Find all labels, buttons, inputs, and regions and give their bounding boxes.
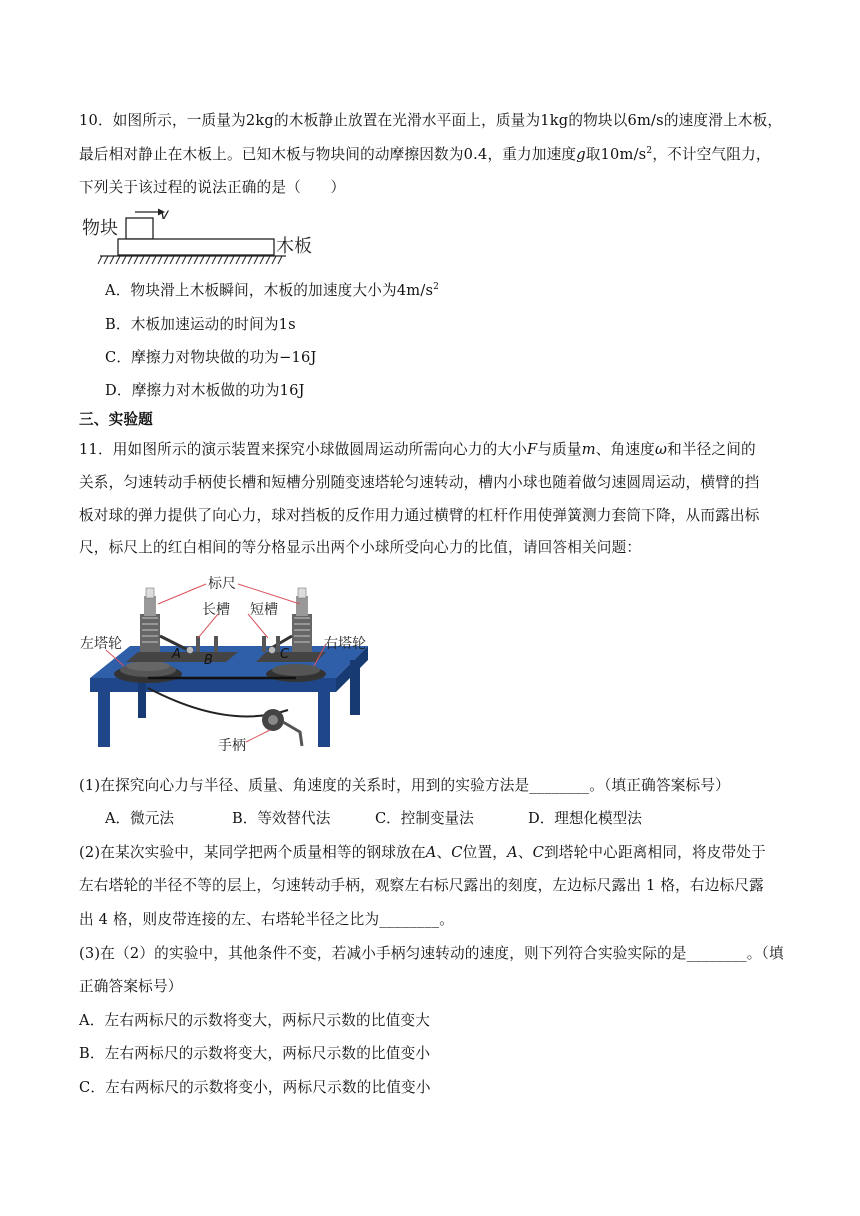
block-label: 物块 xyxy=(82,218,118,239)
q11-part-3-option-c: C．左右两标尺的示数将变小，两标尺示数的比值变小 xyxy=(79,1079,431,1096)
q11-part-2-line-2: 左右塔轮的半径不等的层上，匀速转动手柄，观察左右标尺露出的刻度，左边标尺露出 1 格，右边标尺露 xyxy=(79,877,764,894)
label-left-tower-wheel: 左塔轮 xyxy=(80,636,122,652)
p1-option-c: C．控制变量法 xyxy=(375,810,474,827)
q11-line-2: 关系，匀速转动手柄使长槽和短槽分别随变速塔轮匀速转动，槽内小球也随着做匀速圆周运动，横臂的挡 xyxy=(79,474,760,491)
q11-part-2-line-1: (2)在某次实验中，某同学把两个质量相等的钢球放在A、C位置，A、C到塔轮中心距离相同，将皮带处于 xyxy=(79,844,766,861)
q11-line-3: 板对球的弹力提供了向心力，球对挡板的反作用力通过横臂的杠杆作用使弹簧测力套筒下降，从而露出标 xyxy=(79,507,760,524)
label-handle: 手柄 xyxy=(218,738,246,754)
q11-part-3-line-2: 正确答案标号） xyxy=(79,978,183,995)
label-right-tower-wheel: 右塔轮 xyxy=(324,636,366,652)
position-a: A xyxy=(172,647,181,662)
q11-part-2-line-3: 出 4 格，则皮带连接的左、右塔轮半径之比为________。 xyxy=(79,911,455,928)
label-ruler: 标尺 xyxy=(208,576,236,592)
block-on-board-figure xyxy=(78,204,348,270)
section-heading: 三、实验题 xyxy=(79,411,153,428)
position-b: B xyxy=(204,653,213,668)
label-short-groove: 短槽 xyxy=(250,602,278,618)
q10-option-a: A．物块滑上木板瞬间，木板的加速度大小为$4m/s^2$ xyxy=(105,282,440,299)
board-label: 木板 xyxy=(276,236,312,257)
q10-line-3: 下列关于该过程的说法正确的是（ ） xyxy=(79,179,346,196)
q10-option-d: D．摩擦力对木板做的功为16J xyxy=(105,382,305,399)
q11-part-1: (1)在探究向心力与半径、质量、角速度的关系时，用到的实验方法是________。（填正确答案标号） xyxy=(79,777,730,794)
q10-line-2: 最后相对静止在木板上。已知木板与物块间的动摩擦因数为0.4，重力加速度g取$10m/s^2$，不计空气阻力， xyxy=(79,146,771,163)
q10-line-1: 10．如图所示，一质量为2kg的木板静止放置在光滑水平面上，质量为1kg的物块以6m/s的速度滑上木板， xyxy=(79,112,783,129)
label-long-groove: 长槽 xyxy=(202,602,230,618)
p1-option-d: D．理想化模型法 xyxy=(528,810,642,827)
q11-line-1: 11．用如图所示的演示装置来探究小球做圆周运动所需向心力的大小F与质量m、角速度ω和半径之间的 xyxy=(79,441,756,458)
q11-line-4: 尺，标尺上的红白相间的等分格显示出两个小球所受向心力的比值，请回答相关问题： xyxy=(79,539,642,556)
p1-option-a: A．微元法 xyxy=(105,810,174,827)
q11-part-3-option-a: A．左右两标尺的示数将变大，两标尺示数的比值变大 xyxy=(79,1012,430,1029)
velocity-label: v xyxy=(160,205,169,223)
position-c: C xyxy=(280,647,290,662)
q11-part-3-option-b: B．左右两标尺的示数将变大，两标尺示数的比值变小 xyxy=(79,1045,431,1062)
q10-option-c: C．摩擦力对物块做的功为−16J xyxy=(105,349,317,366)
q11-part-3-line-1: (3)在（2）的实验中，其他条件不变，若减小手柄匀速转动的速度，则下列符合实验实际的是________。（填 xyxy=(79,945,784,962)
q10-option-b: B．木板加速运动的时间为1s xyxy=(105,316,296,333)
p1-option-b: B．等效替代法 xyxy=(232,810,331,827)
centripetal-apparatus-figure xyxy=(78,570,378,760)
